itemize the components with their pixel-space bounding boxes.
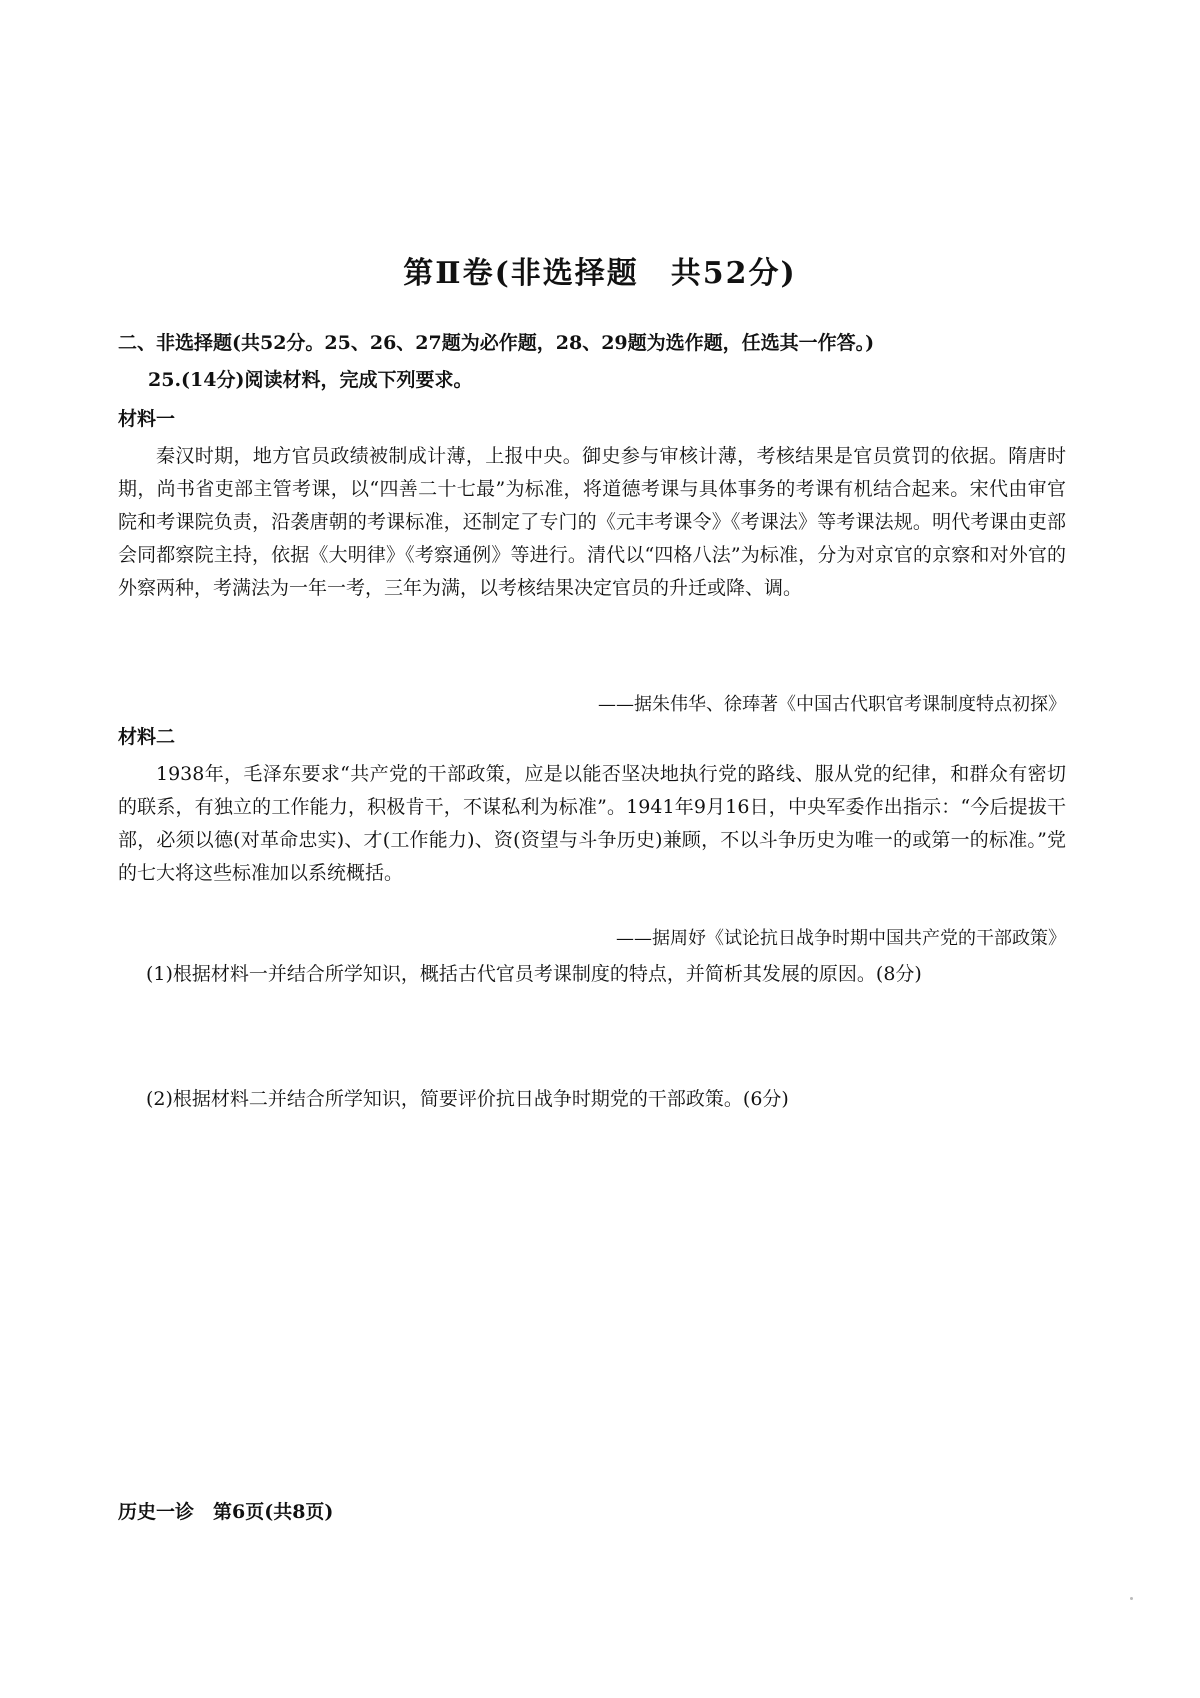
material-2-text: 1938年，毛泽东要求“共产党的干部政策，应是以能否坚决地执行党的路线、服从党的纪律，和群众有密切的联系，有独立的工作能力，积极肯干，不谋私利为标准”。1941年9月16日，中央军委作出指示：“今后提拔干部，必须以德(对革命忠实)、才(工作能力)、资(资望与斗争历史)兼顾，不以斗争历史为唯一的或第一的标准。”党的七大将这些标准加以系统概括。 [118, 763, 1066, 884]
sub-question-1: (1)根据材料一并结合所学知识，概括古代官员考课制度的特点，并简析其发展的原因。(8分) [146, 963, 922, 985]
material-1-text: 秦汉时期，地方官员政绩被制成计薄，上报中央。御史参与审核计薄，考核结果是官员赏罚的依据。隋唐时期，尚书省吏部主管考课，以“四善二十七最”为标准，将道德考课与具体事务的考课有机结合起来。宋代由审官院和考课院负责，沿袭唐朝的考课标准，还制定了专门的《元丰考课令》《考课法》等考课法规。明代考课由吏部会同都察院主持，依据《大明律》《考察通例》等进行。清代以“四格八法”为标准，分为对京官的京察和对外官的外察两种，考满法为一年一考，三年为满，以考核结果决定官员的升迁或降、调。 [118, 445, 1066, 599]
material-2-source: ——据周妤《试论抗日战争时期中国共产党的干部政策》 [616, 928, 1066, 949]
scan-speck [1130, 1597, 1133, 1600]
question-25-head: 25.(14分)阅读材料，完成下列要求。 [148, 369, 473, 391]
material-1-source: ——据朱伟华、徐琫著《中国古代职官考课制度特点初探》 [598, 694, 1066, 715]
section-title: 第Ⅱ卷(非选择题 共52分) [403, 256, 797, 291]
material-1-label: 材料一 [118, 408, 176, 430]
section-instructions: 二、非选择题(共52分。25、26、27题为必作题，28、29题为选作题，任选其一作答。) [118, 332, 875, 354]
material-2-label: 材料二 [118, 726, 176, 748]
page-footer: 历史一诊 第6页(共8页) [118, 1501, 334, 1523]
sub-question-2: (2)根据材料二并结合所学知识，简要评价抗日战争时期党的干部政策。(6分) [146, 1088, 789, 1110]
